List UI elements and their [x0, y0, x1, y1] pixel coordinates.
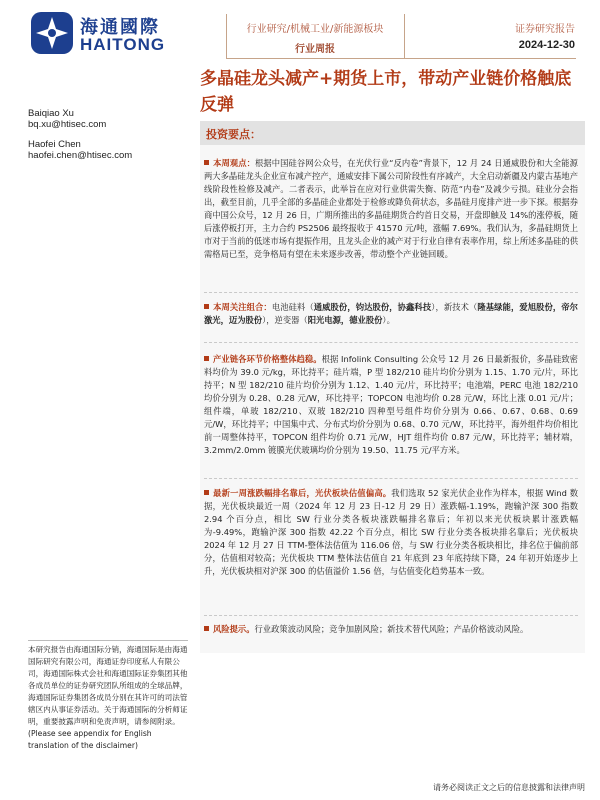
page-footer: 请务必阅读正文之后的信息披露和法律声明 [433, 783, 585, 792]
author-email[interactable]: bq.xu@htisec.com [28, 119, 107, 130]
header-underline [226, 58, 576, 59]
market-performance-paragraph [204, 487, 578, 578]
paragraph-text: ），新技术（ [431, 302, 478, 312]
stock-names: 阳光电源，德业股份 [307, 315, 383, 325]
report-type: 行业周报 [295, 44, 335, 55]
haitong-logo-icon [30, 11, 74, 55]
paragraph-lead: 风险提示。 [213, 624, 255, 634]
author-list [28, 108, 188, 161]
highlights-heading: 投资要点： [200, 121, 585, 145]
investment-highlights [200, 121, 585, 653]
price-trend-paragraph [204, 353, 578, 457]
bullet-icon [204, 626, 209, 631]
disclaimer-note: 本研究报告由海通国际分销，海通国际是由海通国际研究有限公司，海通证券印度私人有限公司，海通国际株式会社和海通国际证券集团其他各成员单位的证券研究团队所组成的全球品牌，海通国际证券集团各成员分别在其许可的司法管辖区内从事证券活动。关于海通国际的分析师证明，重要披露声明和免责声明，请参阅附录。(Please see appendix for English translation of the disclaimer) [28, 640, 188, 770]
author-name: Haofei Chen [28, 139, 81, 150]
paragraph-text: ）。 [382, 315, 395, 325]
bullet-icon [204, 304, 209, 309]
bullet-icon [204, 160, 209, 165]
focus-portfolio-paragraph [204, 301, 578, 327]
paragraph-body: 根据中国硅谷网公众号，在光伏行业“反内卷”背景下，12 月 24 日通威股份和大全能源两大多晶硅龙头企业宣布减产控产，通威安排下属公司阶段性有序减产，大全启动新疆及内蒙古基地产线阶段性检修及减产。二者表示，此举旨在应对行业供需失衡、防范“内卷”及减少亏损。硅业分会指出，截至目前，几乎全部的多晶硅企业都处于检修或降负荷状态，多晶硅月度排产进一步下探。根据券商中国公众号，12 月 26 日，广期所推出的多晶硅期货合约首日交易，开盘即触及 14%的涨停板，随后涨停板打开，主力合约 PS2506 最终报收于 41570 元/吨，涨幅 7.69%。我们认为，多晶硅期货上市对于当前的低迷市场有提振作用，且龙头企业的减产对于行业自律有表率作用，综上所述多晶硅的供需格局已至，竞争格局有望在未来逐步改善，带动整个产业链回暖。 [204, 158, 578, 259]
header-divider-right [404, 14, 405, 58]
report-label: 证券研究报告 [515, 24, 575, 35]
paragraph-lead: 产业链各环节价格整体趋稳。 [213, 354, 322, 364]
paragraph-text: 电池硅料（ [271, 302, 314, 312]
report-date: 2024-12-30 [518, 39, 575, 51]
report-categories: 行业研究/机械工业/新能源板块 [246, 24, 384, 35]
haitong-logo [30, 9, 200, 57]
section-separator [204, 342, 578, 343]
section-separator [204, 615, 578, 616]
report-title: 多晶硅龙头减产+期货上市，带动产业链价格触底反弹 [200, 69, 572, 115]
author-email[interactable]: haofei.chen@htisec.com [28, 150, 133, 161]
paragraph-body: 我们选取 52 家光伏企业作为样本，根据 Wind 数据，光伏板块最近一周（2024 年 12 月 23 日-12 月 29 日）涨跌幅-1.19%，跑输沪深 300 指数 2.94 个百分点，相比 SW 行业分类各板块涨跌幅排名靠后；年初以来光伏板块累计涨跌幅为-9.49%，跑输沪深 300 指数 42.22 个百分点，相比 SW 行业分类各板块排名靠后；光伏板块 2024 年 12 月 27 日 TTM-整体法估值为 116.06 倍，与 SW 行业分类各板块相比，排名位于偏前部分，估值相对较高；光伏板块 TTM 整体法估值自 21 年底到 23 年底持续下降，24 年初开始逐步上升，光伏板块相对沪深 300 的估值溢价 1.56 倍，与估值变化趋势基本一致。 [204, 488, 578, 576]
bullet-icon [204, 490, 209, 495]
header-divider-left [226, 14, 227, 58]
author-name: Baiqiao Xu [28, 108, 74, 119]
risk-warning-paragraph [204, 623, 578, 636]
logo-chinese-text: 海通國際 [80, 17, 160, 38]
section-separator [204, 292, 578, 293]
report-header [0, 0, 600, 70]
paragraph-body: 行业政策波动风险；竞争加剧风险；新技术替代风险；产品价格波动风险。 [254, 624, 529, 634]
paragraph-body: 根据 Infolink Consulting 公众号 12 月 26 日最新报价，多晶硅致密料均价为 39.0 元/kg，环比持平；硅片端，P 型 182/210 硅片均价分别为 1.15、1.70 元/片，环比持平；N 型 182/210 硅片均价分别为 1.12、1.40 元/片，环比持平；电池端，PERC 电池 182/210 均价分别为 0.28、0.28 元/W，环比持平；TOPCON 电池均价 0.28 元/W，环比上涨 0.01 元/片；组件端，单玻 182/210、双玻 182/210 四种型号组件均价分别为 0.66、0.67、0.68、0.69 元/W，环比持平；中国集中式、分布式均价分别为 0.68、0.70 元/W，环比持平，海外组件均价相比前一周整体持平，TOPCON 组件均价 0.71 元/W，HJT 组件均价 0.87 元/W，环比持平；辅材端，3.2mm/2.0mm 镀膜光伏玻璃均价分别为 19.50、11.75 元/平方米。 [204, 354, 578, 455]
stock-names: 通威股份，钧达股份，协鑫科技 [313, 302, 432, 312]
section-separator [204, 478, 578, 479]
stock-names: 隆基绿能，爱旭股份，帝尔激光，迈为股份 [204, 302, 578, 325]
weekly-view-paragraph [204, 157, 578, 261]
paragraph-text: ），逆变器（ [262, 315, 308, 325]
logo-english-text: HAITONG [80, 35, 166, 54]
paragraph-lead: 最新一周涨跌幅排名靠后，光伏板块估值偏高。 [213, 488, 392, 498]
paragraph-lead: 本周关注组合： [213, 302, 272, 312]
paragraph-lead: 本周观点： [213, 158, 255, 168]
bullet-icon [204, 356, 209, 361]
